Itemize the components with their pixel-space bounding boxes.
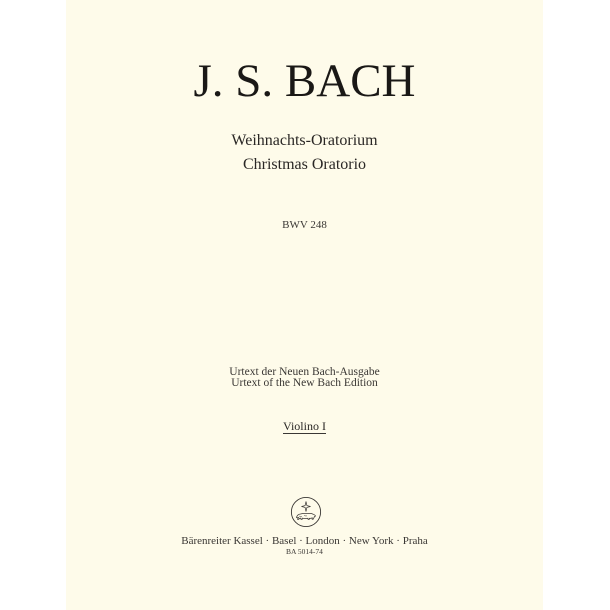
edition-number: BA 5014-74 [286,547,323,556]
composer-name: J. S. BACH [193,55,416,107]
baerenreiter-bear-logo-icon [290,496,322,528]
publisher-line: Bärenreiter Kassel · Basel · London · New York · Praha [181,535,428,547]
instrument-part [66,419,543,434]
catalog-number: BWV 248 [282,219,327,231]
urtext-note-english: Urtext of the New Bach Edition [231,377,378,389]
score-cover-page [66,0,543,610]
instrument-part-label: Violino I [283,419,326,433]
title-english: Christmas Oratorio [242,156,367,173]
title-german: Weihnachts-Oratorium [231,132,378,149]
urtext-note-german: Urtext der Neuen Bach-Ausgabe [229,366,380,378]
